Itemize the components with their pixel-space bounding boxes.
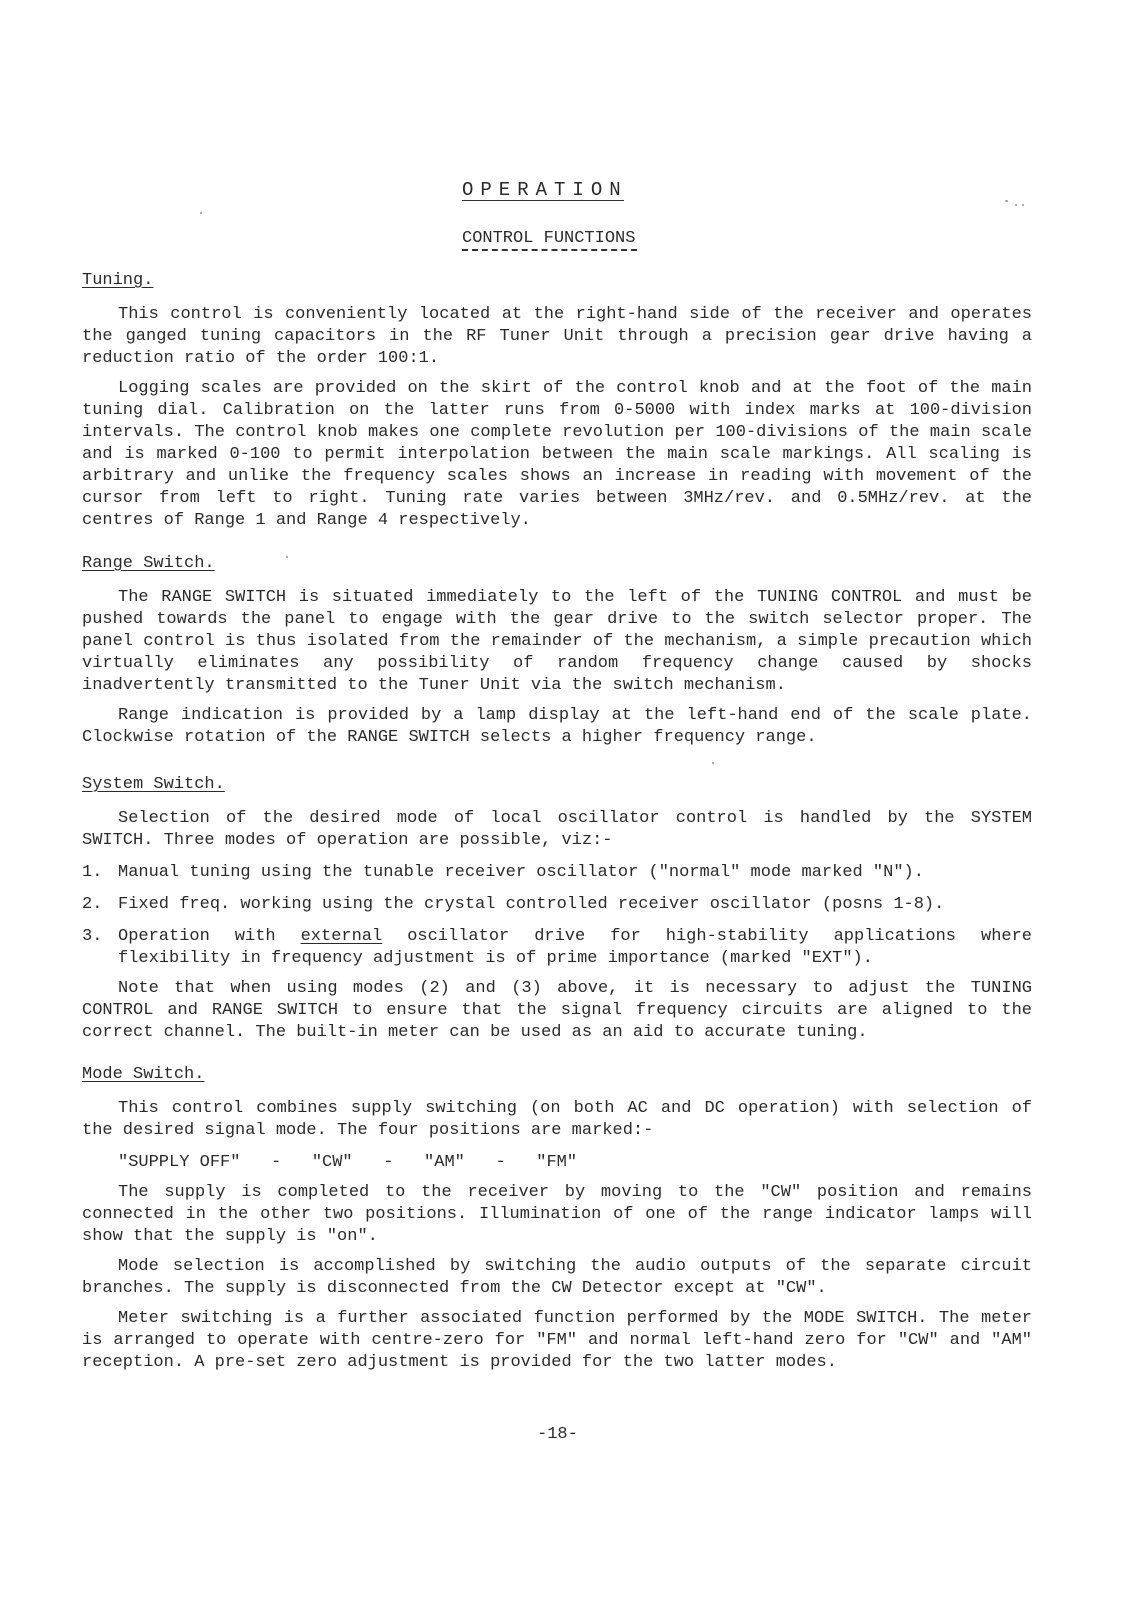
paragraph: This control is conveniently located at the right-hand side of the receiver and operates the ganged tuning capacitors in the RF Tuner Unit through a precision gear drive having a reduction ratio of the order 100:1. bbox=[82, 305, 1032, 368]
section-tuning bbox=[82, 270, 1032, 532]
section-heading: Mode Switch. bbox=[82, 1065, 205, 1084]
page-title bbox=[462, 178, 628, 202]
list-text bbox=[118, 926, 1032, 970]
switch-positions: "SUPPLY OFF" - "CW" - "AM" - "FM" bbox=[118, 1153, 578, 1172]
list-item bbox=[82, 894, 1032, 916]
list-item bbox=[82, 926, 1032, 970]
scan-speck bbox=[200, 212, 202, 214]
paragraph: Range indication is provided by a lamp display at the left-hand end of the scale plate. Clockwise rotation of the RANGE SWITCH selects a higher frequency range. bbox=[82, 706, 1032, 747]
list-text-part: oscillator drive for high-stability applications where flexibility in frequency adjustment is of prime importance (marked "EXT"). bbox=[118, 927, 1032, 968]
paragraph: Logging scales are provided on the skirt of the control knob and at the foot of the main tuning dial. Calibration on the latter runs from 0-5000 with index marks at 100-division intervals. The control knob makes one complete revolution per 100-divisions of the main scale and is marked 0-100 to permit interpolation between the main scale markings. All scaling is arbitrary and unlike the frequency scales shows an increase in reading with movement of the cursor from left to right. Tuning rate varies between 3MHz/rev. and 0.5MHz/rev. at the centres of Range 1 and Range 4 respectively. bbox=[82, 379, 1032, 530]
list-text-part: Operation with bbox=[118, 927, 301, 946]
page-subtitle bbox=[462, 228, 635, 250]
underlined-word: external bbox=[300, 927, 383, 946]
paragraph: Mode selection is accomplished by switching the audio outputs of the separate circuit branches. The supply is disconnected from the CW Detector except at "CW". bbox=[82, 1257, 1032, 1298]
document-page bbox=[82, 0, 1032, 1600]
list-item bbox=[82, 862, 1032, 884]
paragraph: This control combines supply switching (on both AC and DC operation) with selection of the desired signal mode. The four positions are marked:- bbox=[82, 1099, 1032, 1140]
page-title-text: OPERATION bbox=[462, 179, 628, 201]
paragraph: The supply is completed to the receiver by moving to the "CW" position and remains connected in the other two positions. Illumination of one of the range indicator lamps will show that the supply is "on". bbox=[82, 1183, 1032, 1246]
section-heading: System Switch. bbox=[82, 775, 225, 794]
title-underline bbox=[462, 200, 624, 201]
section-heading: Tuning. bbox=[82, 271, 154, 290]
scan-speck bbox=[712, 762, 714, 764]
paragraph: Selection of the desired mode of local oscillator control is handled by the SYSTEM SWITCH. Three modes of operation are possible, viz:- bbox=[82, 809, 1032, 850]
list-number: 2. bbox=[82, 895, 103, 914]
list-number: 3. bbox=[82, 927, 103, 946]
paragraph: The RANGE SWITCH is situated immediately to the left of the TUNING CONTROL and must be pushed towards the panel to engage with the gear drive to the switch selector proper. The panel control is thus isolated from the remainder of the mechanism, a simple precaution which virtually eliminates any possibility of random frequency change caused by shocks inadvertently transmitted to the Tuner Unit via the switch mechanism. bbox=[82, 588, 1032, 695]
paragraph: Note that when using modes (2) and (3) above, it is necessary to adjust the TUNING CONTROL and RANGE SWITCH to ensure that the signal frequency circuits are aligned to the correct channel. The built-in meter can be used as an aid to accurate tuning. bbox=[82, 979, 1032, 1042]
scan-speck bbox=[286, 556, 288, 558]
section-heading: Range Switch. bbox=[82, 554, 215, 573]
section-mode-switch bbox=[82, 1064, 1032, 1374]
scan-speck bbox=[1005, 200, 1008, 202]
section-system-switch bbox=[82, 774, 1032, 1044]
scan-speck bbox=[1015, 204, 1017, 206]
page-subtitle-text: CONTROL FUNCTIONS bbox=[462, 229, 636, 248]
list-text: Manual tuning using the tunable receiver oscillator ("normal" mode marked "N"). bbox=[118, 863, 924, 882]
list-number: 1. bbox=[82, 863, 103, 882]
page-number: -18- bbox=[537, 1425, 578, 1444]
section-range-switch bbox=[82, 553, 1032, 749]
list-text: Fixed freq. working using the crystal controlled receiver oscillator (posns 1-8). bbox=[118, 895, 945, 914]
subtitle-dashed-underline bbox=[462, 249, 637, 251]
scan-speck bbox=[1022, 204, 1024, 206]
paragraph: Meter switching is a further associated function performed by the MODE SWITCH. The meter is arranged to operate with centre-zero for "FM" and normal left-hand zero for "CW" and "AM" reception. A pre-set zero adjustment is provided for the two latter modes. bbox=[82, 1309, 1032, 1372]
